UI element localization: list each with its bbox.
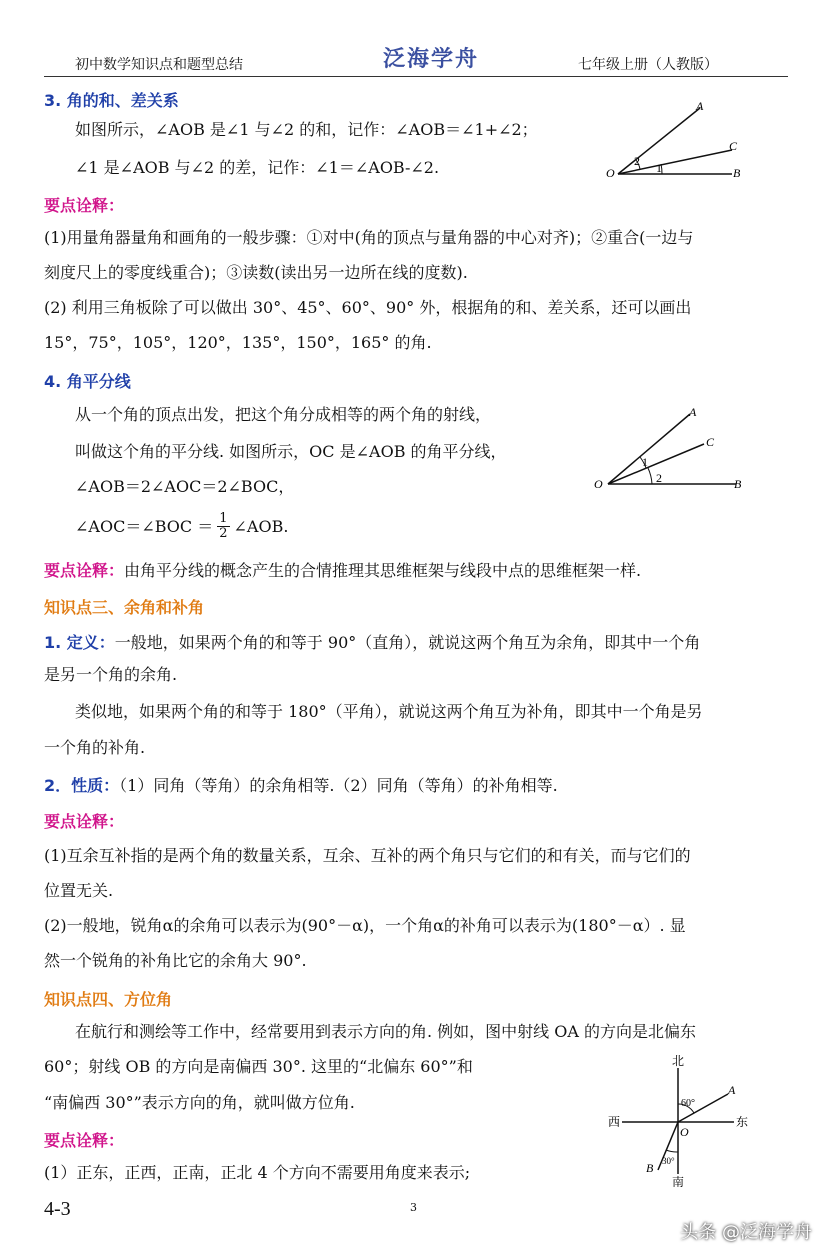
label-30-degrees: 30° (662, 1156, 675, 1166)
label-b: B (646, 1161, 654, 1175)
label-east: 东 (736, 1115, 749, 1129)
k3-def-label: 1. 定义： (44, 633, 115, 652)
label-b: B (733, 166, 741, 180)
knowledge-point-4-title: 知识点四、方位角 (44, 990, 173, 1009)
s3-note-2a: (2) 利用三角板除了可以做出 30°、45°、60°、90° 外，根据角的和、差关系，还可以画出 (44, 298, 692, 317)
s4-p4-suffix: ∠AOB. (233, 516, 289, 536)
k3-note-label: 要点诠释： (44, 812, 125, 831)
label-west: 西 (608, 1115, 621, 1129)
k4-paragraph-b: 60°；射线 OB 的方向是南偏西 30°. 这里的“北偏东 60°”和 (44, 1057, 473, 1076)
k3-note-2a: (2)一般地，锐角α的余角可以表示为(90°－α)，一个角α的补角可以表示为(180°－α）. 显 (44, 916, 686, 935)
arc-2 (648, 468, 652, 484)
fraction-numerator: 1 (219, 511, 228, 526)
label-a: A (696, 99, 704, 113)
s3-paragraph-2: ∠1 是∠AOB 与∠2 的差，记作：∠1＝∠AOB-∠2. (75, 158, 440, 177)
label-angle-2: 2 (656, 471, 662, 485)
angle-bisector-figure (586, 402, 766, 494)
k4-paragraph-c: “南偏西 30°”表示方向的角，就叫做方位角. (44, 1093, 355, 1112)
k3-prop-text: （1）同角（等角）的余角相等.（2）同角（等角）的补角相等. (119, 776, 558, 795)
label-o: O (594, 477, 603, 491)
brand-logo: 泛海学舟 (383, 46, 480, 72)
k4-note-1: (1）正东，正西，正南，正北 4 个方向不需要用角度来表示; (44, 1163, 471, 1182)
s3-paragraph-1: 如图所示，∠AOB 是∠1 与∠2 的和，记作：∠AOB＝∠1+∠2； (75, 120, 538, 139)
k4-paragraph-a: 在航行和测绘等工作中，经常要用到表示方向的角. 例如，图中射线 OA 的方向是北偏东 (75, 1022, 697, 1041)
knowledge-point-3-title: 知识点三、余角和补角 (44, 598, 205, 617)
label-o: O (680, 1125, 689, 1139)
s4-note-label: 要点诠释： (44, 561, 125, 580)
header-grade: 七年级上册（人教版） (578, 57, 718, 73)
bearing-angle-figure (604, 1054, 754, 1188)
k3-def-text-b: 是另一个角的余角. (44, 665, 178, 684)
s4-paragraph-2: 叫做这个角的平分线. 如图所示，OC 是∠AOB 的角平分线， (75, 442, 507, 461)
k3-prop-label: 2．性质： (44, 776, 120, 795)
k3-note-1a: (1)互余互补指的是两个角的数量关系，互余、互补的两个角只与它们的和有关，而与它们的 (44, 846, 691, 865)
header-title: 初中数学知识点和题型总结 (75, 57, 243, 73)
k3-similar-a: 类似地，如果两个角的和等于 180°（平角），就说这两个角互为补角，即其中一个角是另 (75, 702, 703, 721)
s4-p4-prefix: ∠AOC＝∠BOC ＝ (75, 516, 214, 536)
k3-note-1b: 位置无关. (44, 881, 114, 900)
footer-section-number: 4-3 (44, 1198, 71, 1220)
fraction-one-half (217, 512, 229, 541)
label-o: O (606, 166, 615, 180)
s4-note (44, 558, 641, 581)
k3-definition (44, 630, 700, 653)
label-south: 南 (672, 1175, 685, 1188)
fraction-denominator: 2 (219, 526, 228, 541)
arc-30 (666, 1150, 678, 1152)
s4-paragraph-1: 从一个角的顶点出发，把这个角分成相等的两个角的射线， (75, 405, 492, 424)
label-angle-2: 2 (634, 154, 640, 168)
header-divider (44, 76, 788, 77)
label-north: 北 (672, 1054, 685, 1068)
label-c: C (729, 139, 738, 153)
page-number: 3 (410, 1201, 417, 1214)
k3-def-text-a: 一般地，如果两个角的和等于 90°（直角），就说这两个角互为余角，即其中一个角 (114, 633, 701, 652)
s3-note-label: 要点诠释： (44, 196, 125, 215)
s4-paragraph-4 (75, 512, 288, 541)
s4-note-text: 由角平分线的概念产生的合情推理其思维框架与线段中点的思维框架一样. (124, 561, 642, 580)
section-4-title: 4. 角平分线 (44, 372, 131, 391)
label-60-degrees: 60° (681, 1098, 695, 1109)
s3-note-1a: (1)用量角器量角和画角的一般步骤：①对中(角的顶点与量角器的中心对齐)；②重合(一边与 (44, 228, 694, 247)
k4-note-label: 要点诠释： (44, 1131, 125, 1150)
ray-oa (608, 414, 690, 484)
label-angle-1: 1 (656, 161, 662, 175)
label-b: B (734, 477, 742, 491)
section-3-title: 3. 角的和、差关系 (44, 91, 179, 110)
label-a: A (689, 405, 697, 419)
watermark: 头条 @泛海学舟 (680, 1222, 812, 1243)
label-a: A (728, 1083, 736, 1097)
s3-note-2b: 15°，75°，105°，120°，135°，150°，165° 的角. (44, 333, 432, 352)
s4-paragraph-3: ∠AOB＝2∠AOC＝2∠BOC， (75, 477, 295, 496)
s3-note-1b: 刻度尺上的零度线重合)；③读数(读出另一边所在线的度数). (44, 263, 468, 282)
k3-note-2b: 然一个锐角的补角比它的余角大 90°. (44, 951, 307, 970)
label-angle-1: 1 (642, 455, 648, 469)
label-c: C (706, 435, 715, 449)
k3-property (44, 773, 558, 796)
angle-sum-figure (592, 96, 762, 186)
k3-similar-b: 一个角的补角. (44, 738, 146, 757)
